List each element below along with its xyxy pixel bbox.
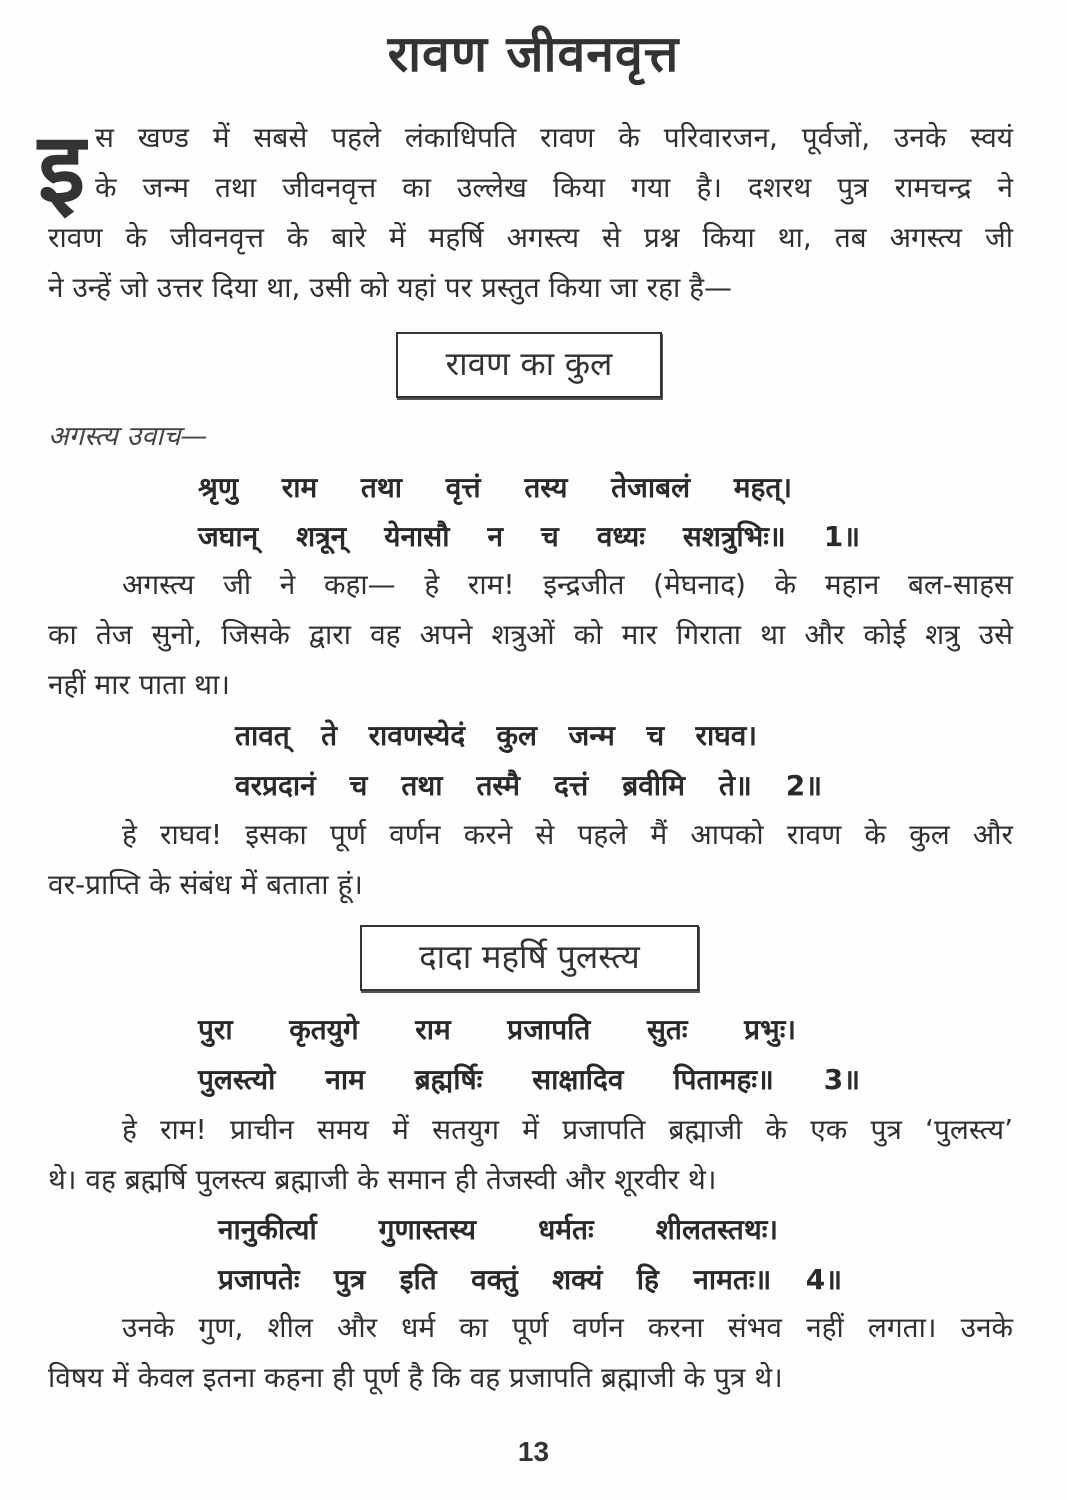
verse-line: तावत् ते रावणस्येदं कुल जन्म च राघव।: [235, 719, 757, 752]
section-heading-box: [360, 925, 699, 991]
intro-line: के जन्म तथा जीवनवृत्त का उल्लेख किया गया है। दशरथ पुत्र रामचन्द्र ने: [95, 171, 1013, 204]
prose-line: हे राम! प्राचीन समय में सतयुग में प्रजापति ब्रह्माजी के एक पुत्र ‘पुलस्त्य’: [122, 1113, 1013, 1146]
verse-line: वरप्रदानं च तथा तस्मै दत्तं ब्रवीमि ते॥ 2॥: [235, 769, 822, 802]
intro-line: रावण के जीवनवृत्त के बारे में महर्षि अगस्त्य से प्रश्न किया था, तब अगस्त्य जी: [48, 221, 1013, 254]
prose-line: थे। वह ब्रह्मर्षि पुलस्त्य ब्रह्माजी के समान ही तेजस्वी और शूरवीर थे।: [48, 1163, 717, 1196]
verse-line: नानुकीर्त्या गुणास्तस्य धर्मतः शीलतस्तथः।: [218, 1213, 778, 1246]
verse-line: पुरा कृतयुगे राम प्रजापति सुतः प्रभुः।: [198, 1013, 796, 1046]
intro-line: ने उन्हें जो उत्तर दिया था, उसी को यहां पर प्रस्तुत किया जा रहा है—: [48, 271, 733, 304]
verse-line: प्रजापतेः पुत्र इति वक्तुं शक्यं हि नामतः॥ 4॥: [218, 1263, 842, 1296]
speaker-label: अगस्त्य उवाच—: [48, 421, 208, 452]
prose-line: अगस्त्य जी ने कहा— हे राम! इन्द्रजीत (मेघनाद) के महान बल-साहस: [122, 568, 1013, 601]
section-heading: रावण का कुल: [445, 344, 613, 383]
section-heading: दादा महर्षि पुलस्त्य: [419, 937, 640, 976]
prose-line: का तेज सुनो, जिसके द्वारा वह अपने शत्रुओं को मार गिराता था और कोई शत्रु उसे: [48, 618, 1013, 651]
prose-line: नहीं मार पाता था।: [48, 668, 230, 701]
page-title: रावण जीवनवृत्त: [387, 25, 680, 83]
intro-line: स खण्ड में सबसे पहले लंकाधिपति रावण के परिवारजन, पूर्वजों, उनके स्वयं: [95, 121, 1013, 154]
prose-line: उनके गुण, शील और धर्म का पूर्ण वर्णन करना संभव नहीं लगता। उनके: [122, 1311, 1013, 1344]
prose-line: वर-प्राप्ति के संबंध में बताता हूं।: [48, 868, 363, 901]
verse-line: पुलस्त्यो नाम ब्रह्मर्षिः साक्षादिव पितामहः॥ 3॥: [198, 1063, 860, 1096]
verse-line: जघान् शत्रून् येनासौ न च वध्यः सशत्रुभिः॥ 1॥: [198, 520, 860, 553]
verse-line: श्रृणु राम तथा वृत्तं तस्य तेजाबलं महत्।: [198, 471, 792, 504]
prose-line: विषय में केवल इतना कहना ही पूर्ण है कि वह प्रजापति ब्रह्माजी के पुत्र थे।: [48, 1361, 783, 1394]
prose-line: हे राघव! इसका पूर्ण वर्णन करने से पहले मैं आपको रावण के कुल और: [122, 818, 1013, 851]
section-heading-box: [396, 332, 662, 398]
page-number: 13: [517, 1436, 550, 1467]
drop-cap: इ: [38, 112, 86, 224]
